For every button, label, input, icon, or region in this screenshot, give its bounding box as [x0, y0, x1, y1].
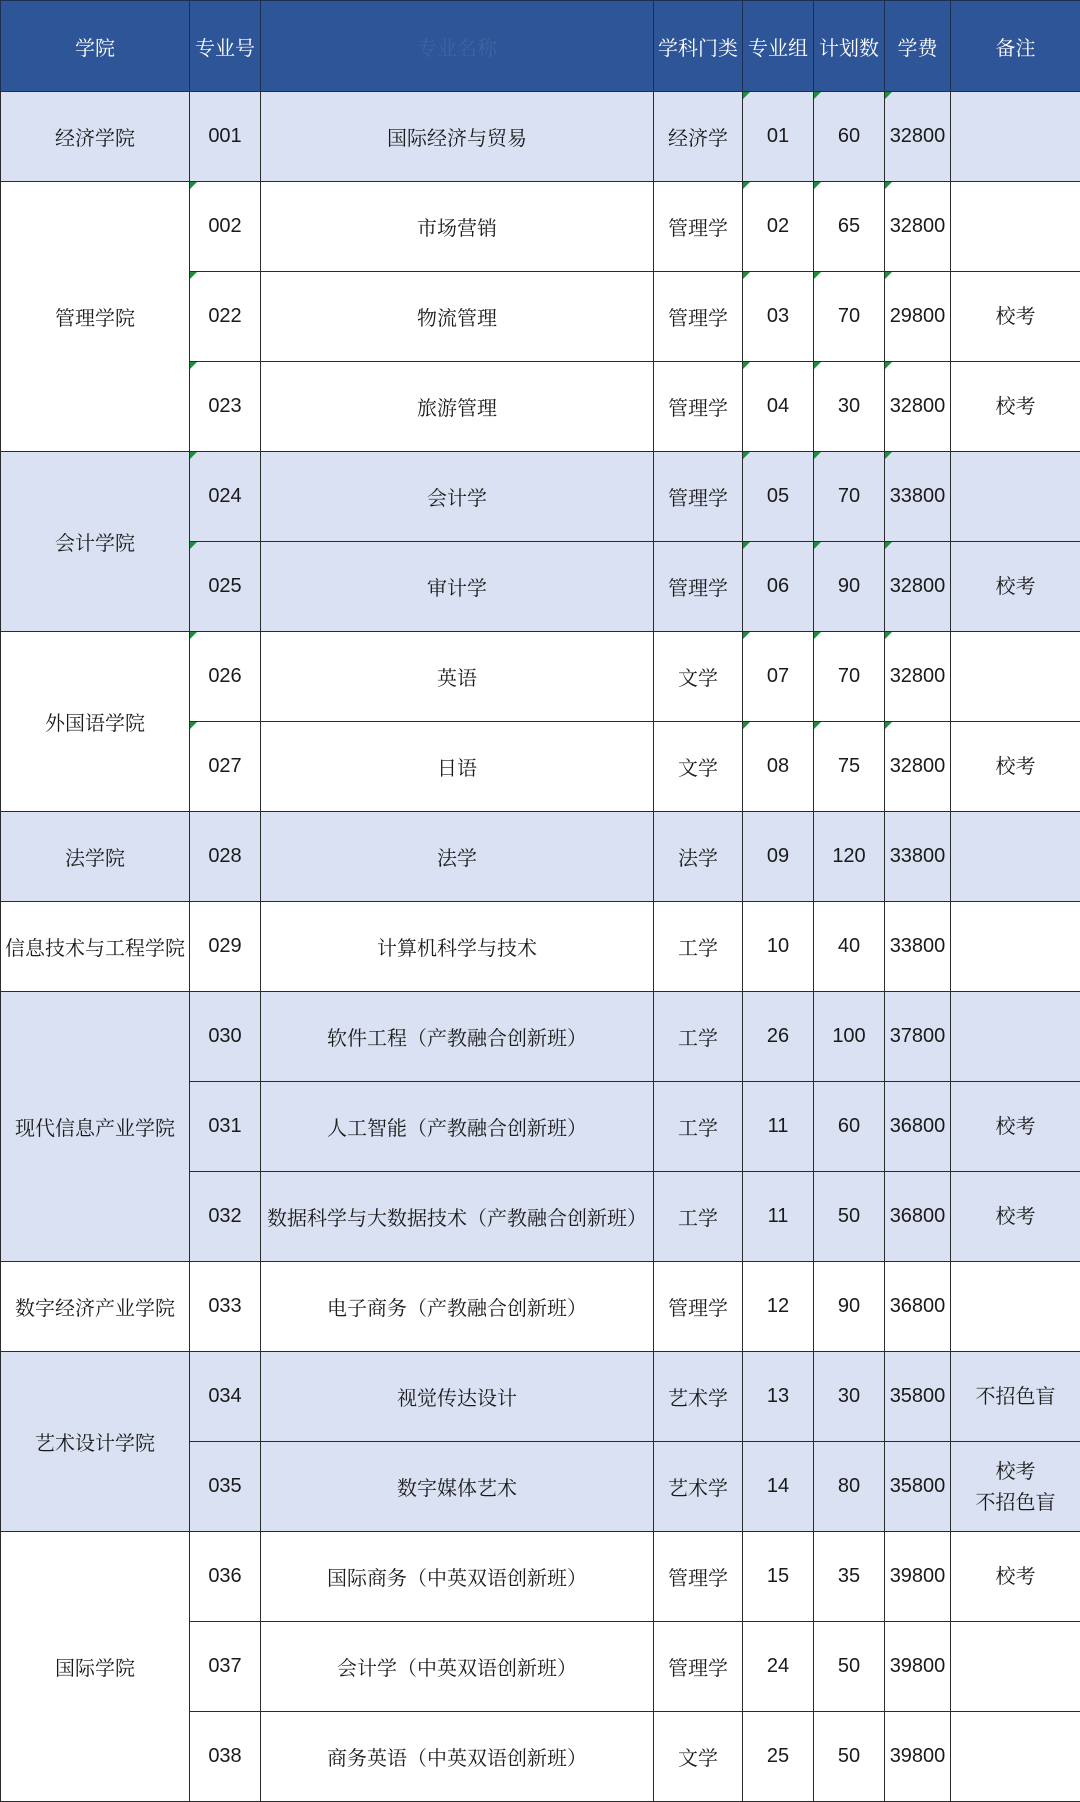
- group-cell: 12: [743, 1262, 814, 1352]
- group-cell: 13: [743, 1352, 814, 1442]
- major-code-cell: 026: [190, 632, 261, 722]
- header-major-code: 专业号: [190, 1, 261, 92]
- major-code-cell: 032: [190, 1172, 261, 1262]
- category-cell: 管理学: [654, 1262, 743, 1352]
- plan-cell: 75: [814, 722, 885, 812]
- fee-cell: 32800: [885, 182, 951, 272]
- table-row: [1, 1262, 1080, 1352]
- note-cell: [951, 992, 1080, 1082]
- college-cell: 法学院: [1, 812, 190, 902]
- major-code-cell: 030: [190, 992, 261, 1082]
- group-cell: 09: [743, 812, 814, 902]
- table-row: [1, 1532, 1080, 1622]
- college-cell: 数字经济产业学院: [1, 1262, 190, 1352]
- group-cell: 05: [743, 452, 814, 542]
- plan-cell: 35: [814, 1532, 885, 1622]
- major-code-cell: 035: [190, 1442, 261, 1532]
- group-cell: 15: [743, 1532, 814, 1622]
- table-row: [1, 92, 1080, 182]
- table-row: [1, 812, 1080, 902]
- plan-cell: 30: [814, 362, 885, 452]
- category-cell: 管理学: [654, 1532, 743, 1622]
- plan-cell: 65: [814, 182, 885, 272]
- category-cell: 法学: [654, 812, 743, 902]
- plan-cell: 50: [814, 1712, 885, 1802]
- fee-cell: 33800: [885, 902, 951, 992]
- group-cell: 02: [743, 182, 814, 272]
- fee-cell: 39800: [885, 1622, 951, 1712]
- group-cell: 01: [743, 92, 814, 182]
- category-cell: 文学: [654, 1712, 743, 1802]
- major-name-cell: 国际经济与贸易: [261, 92, 654, 182]
- group-cell: 03: [743, 272, 814, 362]
- fee-cell: 32800: [885, 542, 951, 632]
- plan-cell: 90: [814, 1262, 885, 1352]
- college-cell: 管理学院: [1, 182, 190, 452]
- header-major-name-text: 专业名称: [417, 36, 497, 60]
- plan-cell: 70: [814, 452, 885, 542]
- note-cell: 校考: [951, 1532, 1080, 1622]
- major-name-cell: 旅游管理: [261, 362, 654, 452]
- college-cell: 信息技术与工程学院: [1, 902, 190, 992]
- major-code-cell: 024: [190, 452, 261, 542]
- group-cell: 11: [743, 1172, 814, 1262]
- group-cell: 26: [743, 992, 814, 1082]
- note-cell: 校考: [951, 362, 1080, 452]
- fee-cell: 32800: [885, 632, 951, 722]
- major-code-cell: 002: [190, 182, 261, 272]
- college-cell: 国际学院: [1, 1532, 190, 1802]
- group-cell: 04: [743, 362, 814, 452]
- note-cell: 校考: [951, 542, 1080, 632]
- major-code-cell: 038: [190, 1712, 261, 1802]
- header-note: 备注: [951, 1, 1080, 92]
- fee-cell: 35800: [885, 1352, 951, 1442]
- note-cell: 不招色盲: [951, 1352, 1080, 1442]
- table-row: [1, 992, 1080, 1082]
- major-name-cell: 人工智能（产教融合创新班）: [261, 1082, 654, 1172]
- group-cell: 10: [743, 902, 814, 992]
- category-cell: 管理学: [654, 362, 743, 452]
- group-cell: 11: [743, 1082, 814, 1172]
- fee-cell: 32800: [885, 92, 951, 182]
- category-cell: 工学: [654, 1082, 743, 1172]
- plan-cell: 60: [814, 1082, 885, 1172]
- major-name-cell: 日语: [261, 722, 654, 812]
- major-code-cell: 022: [190, 272, 261, 362]
- major-code-cell: 031: [190, 1082, 261, 1172]
- plan-cell: 60: [814, 92, 885, 182]
- category-cell: 文学: [654, 722, 743, 812]
- category-cell: 工学: [654, 992, 743, 1082]
- category-cell: 工学: [654, 1172, 743, 1262]
- plan-cell: 50: [814, 1622, 885, 1712]
- header-major-name: [261, 1, 654, 92]
- major-name-cell: 商务英语（中英双语创新班）: [261, 1712, 654, 1802]
- major-code-cell: 036: [190, 1532, 261, 1622]
- category-cell: 管理学: [654, 452, 743, 542]
- major-code-cell: 033: [190, 1262, 261, 1352]
- table-header-row: [1, 1, 1080, 92]
- plan-cell: 120: [814, 812, 885, 902]
- plan-cell: 50: [814, 1172, 885, 1262]
- major-name-cell: 物流管理: [261, 272, 654, 362]
- note-cell: 校考: [951, 272, 1080, 362]
- fee-cell: 29800: [885, 272, 951, 362]
- major-name-cell: 软件工程（产教融合创新班）: [261, 992, 654, 1082]
- group-cell: 25: [743, 1712, 814, 1802]
- major-name-cell: 会计学: [261, 452, 654, 542]
- plan-cell: 100: [814, 992, 885, 1082]
- major-code-cell: 027: [190, 722, 261, 812]
- major-code-cell: 025: [190, 542, 261, 632]
- category-cell: 文学: [654, 632, 743, 722]
- group-cell: 07: [743, 632, 814, 722]
- major-name-cell: 审计学: [261, 542, 654, 632]
- category-cell: 管理学: [654, 272, 743, 362]
- note-cell: [951, 1712, 1080, 1802]
- plan-cell: 80: [814, 1442, 885, 1532]
- plan-cell: 30: [814, 1352, 885, 1442]
- category-cell: 管理学: [654, 542, 743, 632]
- fee-cell: 33800: [885, 812, 951, 902]
- table-row: [1, 452, 1080, 542]
- plan-cell: 70: [814, 632, 885, 722]
- fee-cell: 33800: [885, 452, 951, 542]
- table-row: [1, 632, 1080, 722]
- college-cell: 现代信息产业学院: [1, 992, 190, 1262]
- major-name-cell: 数据科学与大数据技术（产教融合创新班）: [261, 1172, 654, 1262]
- major-code-cell: 029: [190, 902, 261, 992]
- major-name-cell: 国际商务（中英双语创新班）: [261, 1532, 654, 1622]
- major-code-cell: 037: [190, 1622, 261, 1712]
- plan-cell: 40: [814, 902, 885, 992]
- note-cell: 校考: [951, 722, 1080, 812]
- table-row: [1, 1352, 1080, 1442]
- major-name-cell: 电子商务（产教融合创新班）: [261, 1262, 654, 1352]
- table-body: [1, 92, 1080, 1802]
- group-cell: 24: [743, 1622, 814, 1712]
- major-code-cell: 023: [190, 362, 261, 452]
- header-college: 学院: [1, 1, 190, 92]
- college-cell: 外国语学院: [1, 632, 190, 812]
- college-cell: 艺术设计学院: [1, 1352, 190, 1532]
- note-cell: [951, 812, 1080, 902]
- fee-cell: 36800: [885, 1172, 951, 1262]
- major-name-cell: 数字媒体艺术: [261, 1442, 654, 1532]
- category-cell: 艺术学: [654, 1352, 743, 1442]
- category-cell: 艺术学: [654, 1442, 743, 1532]
- fee-cell: 39800: [885, 1532, 951, 1622]
- note-cell: [951, 92, 1080, 182]
- table-row: [1, 902, 1080, 992]
- category-cell: 经济学: [654, 92, 743, 182]
- table-row: [1, 182, 1080, 272]
- major-name-cell: 市场营销: [261, 182, 654, 272]
- fee-cell: 36800: [885, 1082, 951, 1172]
- category-cell: 工学: [654, 902, 743, 992]
- major-name-cell: 英语: [261, 632, 654, 722]
- header-category: 学科门类: [654, 1, 743, 92]
- major-code-cell: 028: [190, 812, 261, 902]
- major-name-cell: 会计学（中英双语创新班）: [261, 1622, 654, 1712]
- note-cell: 校考 不招色盲: [951, 1442, 1080, 1532]
- major-code-cell: 034: [190, 1352, 261, 1442]
- fee-cell: 32800: [885, 722, 951, 812]
- major-name-cell: 计算机科学与技术: [261, 902, 654, 992]
- group-cell: 14: [743, 1442, 814, 1532]
- category-cell: 管理学: [654, 182, 743, 272]
- note-cell: [951, 1622, 1080, 1712]
- college-cell: 经济学院: [1, 92, 190, 182]
- note-cell: [951, 1262, 1080, 1352]
- group-cell: 08: [743, 722, 814, 812]
- header-fee: 学费: [885, 1, 951, 92]
- group-cell: 06: [743, 542, 814, 632]
- category-cell: 管理学: [654, 1622, 743, 1712]
- college-cell: 会计学院: [1, 452, 190, 632]
- major-name-cell: 法学: [261, 812, 654, 902]
- major-code-cell: 001: [190, 92, 261, 182]
- plan-cell: 90: [814, 542, 885, 632]
- fee-cell: 35800: [885, 1442, 951, 1532]
- note-cell: 校考: [951, 1082, 1080, 1172]
- header-plan: 计划数: [814, 1, 885, 92]
- fee-cell: 37800: [885, 992, 951, 1082]
- fee-cell: 39800: [885, 1712, 951, 1802]
- plan-cell: 70: [814, 272, 885, 362]
- note-cell: [951, 182, 1080, 272]
- major-name-cell: 视觉传达设计: [261, 1352, 654, 1442]
- fee-cell: 32800: [885, 362, 951, 452]
- note-cell: [951, 902, 1080, 992]
- note-cell: [951, 452, 1080, 542]
- fee-cell: 36800: [885, 1262, 951, 1352]
- header-group: 专业组: [743, 1, 814, 92]
- note-cell: 校考: [951, 1172, 1080, 1262]
- note-cell: [951, 632, 1080, 722]
